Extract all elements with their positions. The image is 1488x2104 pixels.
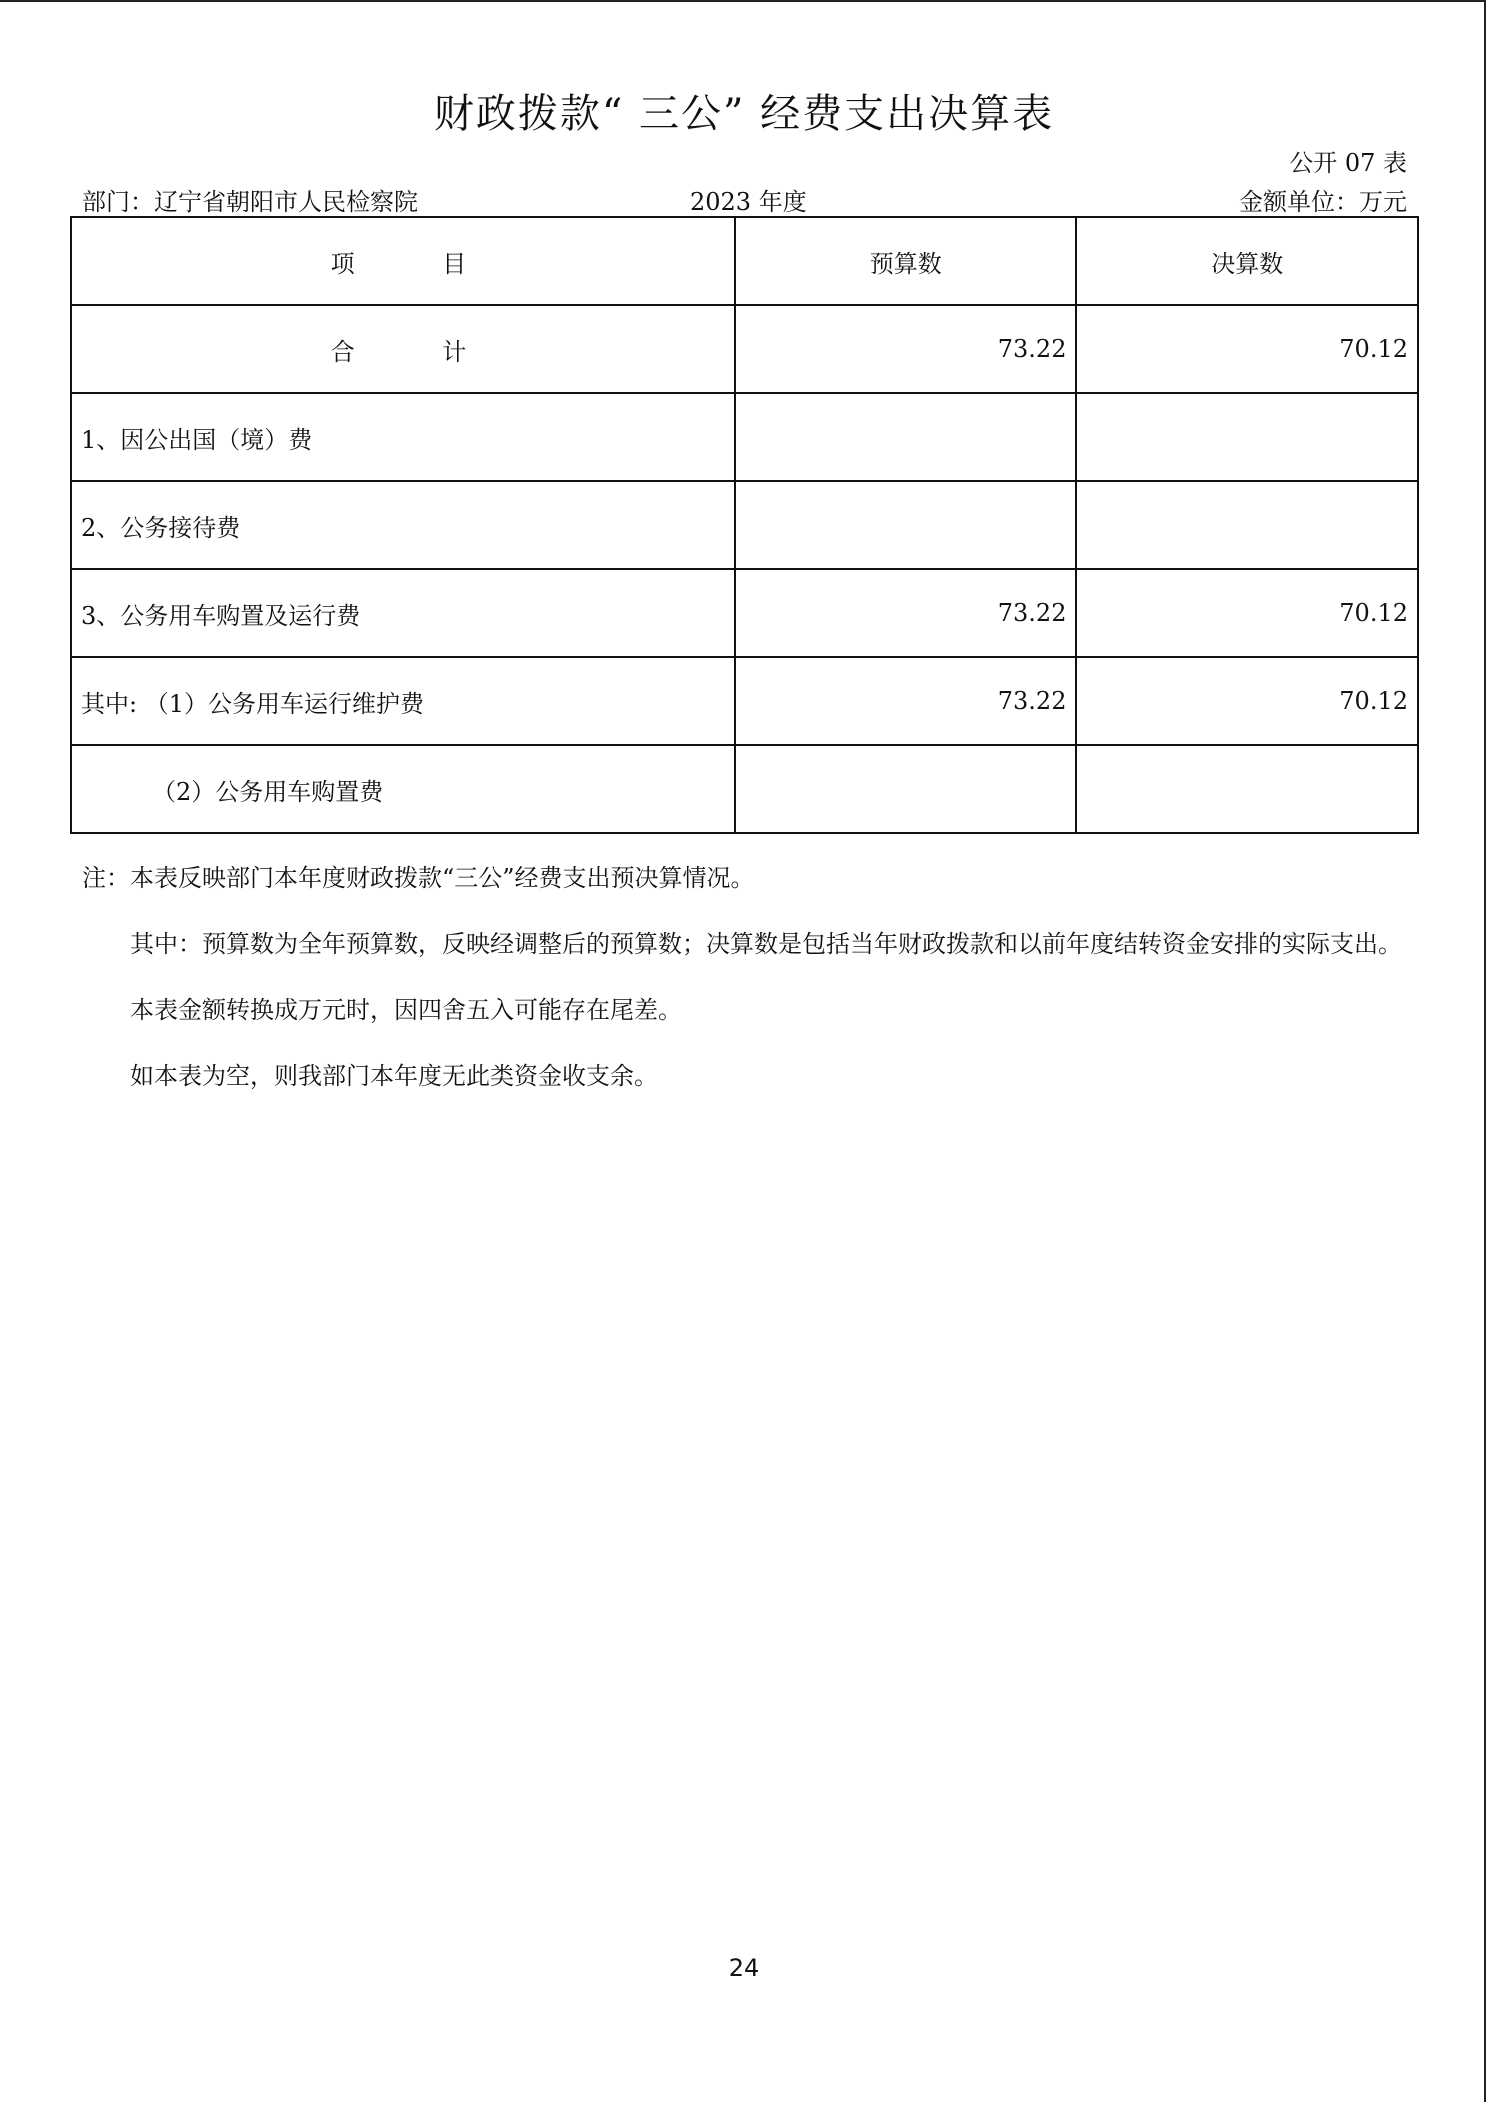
row-budget: 73.22 bbox=[735, 569, 1077, 657]
row-budget: 73.22 bbox=[735, 305, 1077, 393]
table-header-row bbox=[71, 217, 1418, 305]
row-budget bbox=[735, 393, 1077, 481]
row-final bbox=[1076, 481, 1418, 569]
row-item: 2、公务接待费 bbox=[71, 481, 735, 569]
note-text: 如本表为空，则我部门本年度无此类资金收支余。 bbox=[130, 1062, 658, 1090]
row-item: 1、因公出国（境）费 bbox=[71, 393, 735, 481]
header-final: 决算数 bbox=[1076, 217, 1418, 305]
note-text: 本表金额转换成万元时，因四舍五入可能存在尾差。 bbox=[130, 996, 682, 1024]
row-final: 70.12 bbox=[1076, 657, 1418, 745]
row-final: 70.12 bbox=[1076, 305, 1418, 393]
row-item: 合 计 bbox=[71, 305, 735, 393]
page-number: 24 bbox=[728, 1954, 760, 1982]
table-row bbox=[71, 481, 1418, 569]
notes-section bbox=[82, 862, 1412, 1126]
table-row bbox=[71, 657, 1418, 745]
row-budget bbox=[735, 481, 1077, 569]
row-final: 70.12 bbox=[1076, 569, 1418, 657]
row-final bbox=[1076, 745, 1418, 833]
row-budget: 73.22 bbox=[735, 657, 1077, 745]
department-label: 部门：辽宁省朝阳市人民检察院 bbox=[82, 188, 418, 216]
row-budget bbox=[735, 745, 1077, 833]
row-item: 3、公务用车购置及运行费 bbox=[71, 569, 735, 657]
form-number: 公开 07 表 bbox=[1289, 149, 1407, 177]
table-row-total bbox=[71, 305, 1418, 393]
note-text: 其中：预算数为全年预算数，反映经调整后的预算数；决算数是包括当年财政拨款和以前年度结转资金安排的实际支出。 bbox=[130, 930, 1402, 958]
header-budget: 预算数 bbox=[735, 217, 1077, 305]
meta-row bbox=[82, 182, 1407, 214]
table-row bbox=[71, 745, 1418, 833]
amount-unit: 金额单位：万元 bbox=[1239, 188, 1407, 216]
row-item: 其中: （1）公务用车运行维护费 bbox=[71, 657, 735, 745]
document-title: 财政拨款“ 三公” 经费支出决算表 bbox=[433, 91, 1055, 137]
table-row bbox=[71, 393, 1418, 481]
note-text: 注：本表反映部门本年度财政拨款“三公”经费支出预决算情况。 bbox=[82, 864, 755, 892]
expense-table bbox=[70, 216, 1419, 834]
fiscal-year: 2023 年度 bbox=[690, 188, 807, 216]
header-item: 项 目 bbox=[71, 217, 735, 305]
row-final bbox=[1076, 393, 1418, 481]
row-item: （2）公务用车购置费 bbox=[71, 745, 735, 833]
table-row bbox=[71, 569, 1418, 657]
